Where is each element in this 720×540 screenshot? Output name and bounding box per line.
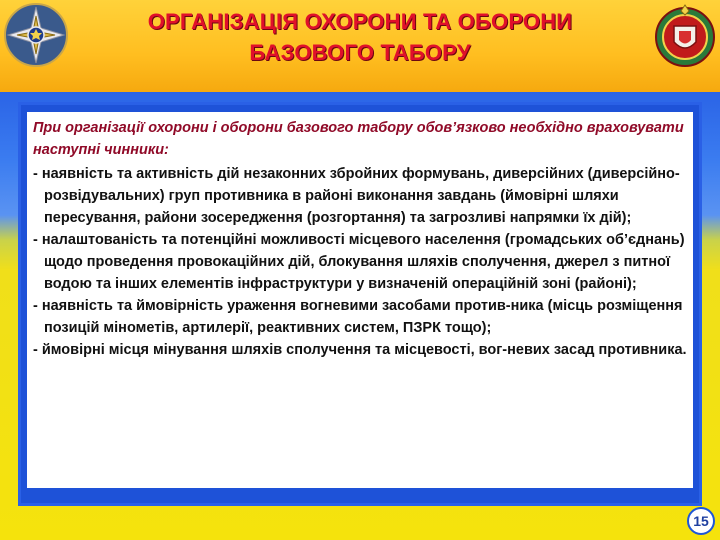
page-title-line-1: ОРГАНІЗАЦІЯ ОХОРОНИ ТА ОБОРОНИ [147,9,573,34]
list-item: - наявність та активність дій незаконних збройних формувань, диверсійних (диверсійно-розвідувальних) груп противника в районі виконання завдань (ймовірні шляхи пересування, райони зосередження (розгортання) та загрозливі напрямки їх дій); [33,166,680,226]
intro-text: При організації охорони і оборони базового табору обов’язково необхідно враховувати наступні чинники: [33,120,684,158]
factors-list [33,163,697,361]
list-item: - налаштованість та потенційні можливості місцевого населення (громадських об’єднань) щодо проведення провокаційних дій, блокування шляхів сполучення, джерел з питної водою та інших елементів інфраструктури у визначеній операційній зоні (районі); [33,232,685,292]
page-number-badge: 15 [687,507,715,535]
list-item: - ймовірні місця мінування шляхів сполучення та місцевості, вог-невих засад противника. [33,342,687,358]
army-cross-emblem-icon [3,2,69,68]
list-item: - наявність та ймовірність ураження вогневими засобами против-ника (місць розміщення позицій мінометів, артилерії, реактивних систем, ПЗРК тощо); [33,298,683,336]
page-title [90,6,630,68]
page-title-line-2: БАЗОВОГО ТАБОРУ [249,40,471,65]
military-unit-shield-icon [652,2,718,68]
